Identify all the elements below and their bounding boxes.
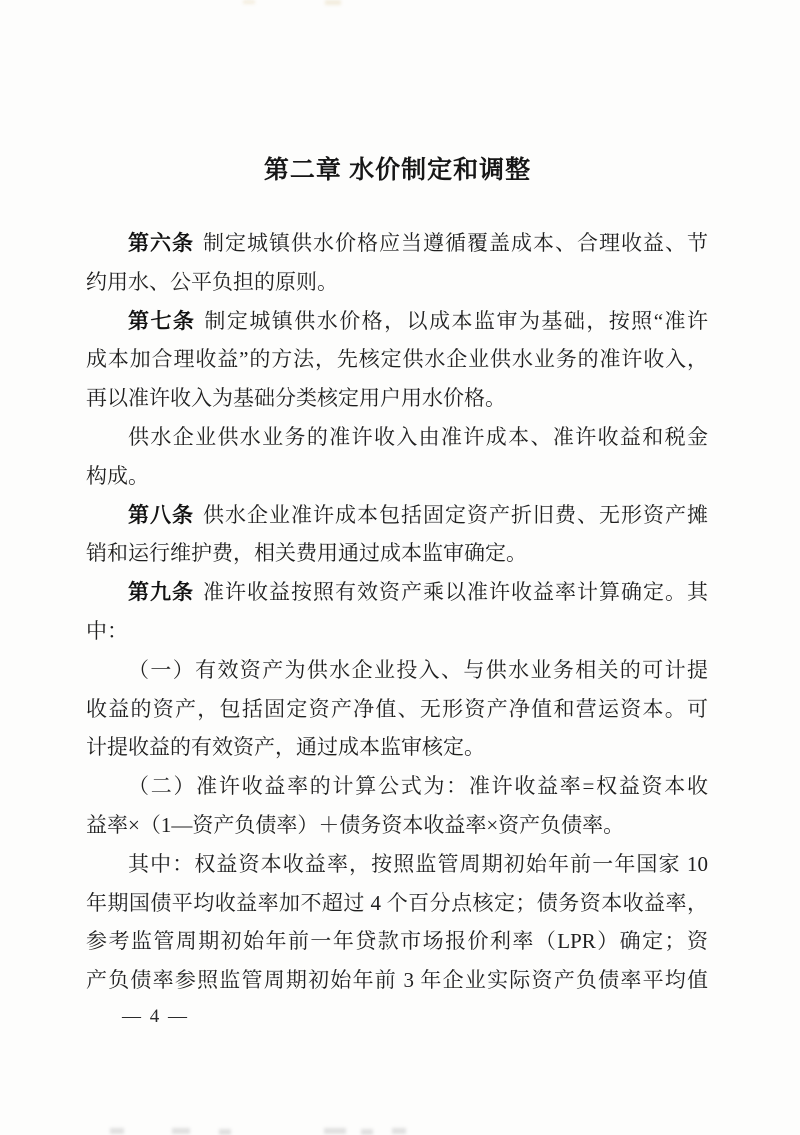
line-text: 供水企业供水业务的准许收入由准许成本、准许收益和税金 — [128, 424, 708, 449]
text-line — [86, 651, 708, 690]
line-text: 益率×（1—资产负债率）＋债务资本收益率×资产负债率。 — [86, 812, 625, 837]
line-text: 计提收益的有效资产，通过成本监审核定。 — [86, 735, 485, 760]
line-text: （一）有效资产为供水企业投入、与供水业务相关的可计提 — [128, 657, 708, 682]
text-line — [86, 418, 708, 457]
line-text: 约用水、公平负担的原则。 — [86, 269, 338, 294]
line-text: 产负债率参照监管周期初始年前 3 年企业实际资产负债率平均值 — [86, 968, 708, 993]
line-text: 供水企业准许成本包括固定资产折旧费、无形资产摊 — [203, 502, 708, 527]
text-line — [86, 884, 708, 923]
document-body — [86, 224, 708, 1000]
line-text: 成本加合理收益”的方法，先核定供水企业供水业务的准许收入， — [86, 347, 708, 372]
scan-smudge — [172, 1128, 190, 1134]
line-text: 制定城镇供水价格，以成本监审为基础，按照“准许 — [204, 308, 708, 333]
line-text: （二）准许收益率的计算公式为：准许收益率=权益资本收 — [128, 774, 708, 799]
line-text: 构成。 — [86, 463, 149, 488]
text-line — [86, 263, 708, 302]
scan-smudge — [110, 1128, 124, 1134]
line-text: 制定城镇供水价格应当遵循覆盖成本、合理收益、节 — [203, 231, 708, 255]
text-line — [86, 224, 708, 263]
chapter-title: 第二章 水价制定和调整 — [263, 157, 532, 184]
scan-smudge — [324, 1128, 346, 1134]
text-line — [86, 573, 708, 612]
text-line — [86, 534, 708, 573]
article-number-lead: 第六条 — [128, 231, 194, 255]
line-text: 年期国债平均收益率加不超过 4 个百分点核定；债务资本收益率， — [86, 890, 708, 915]
text-line — [86, 922, 708, 961]
line-text: 销和运行维护费，相关费用通过成本监审确定。 — [86, 541, 527, 566]
line-text: 收益的资产，包括固定资产净值、无形资产净值和营运资本。可 — [86, 696, 708, 721]
text-line — [86, 961, 708, 1000]
article-number-lead: 第九条 — [128, 580, 194, 605]
line-text: 准许收益按照有效资产乘以准许收益率计算确定。其 — [203, 580, 708, 605]
line-text: 参考监管周期初始年前一年贷款市场报价利率（LPR）确定；资 — [86, 929, 708, 954]
text-line — [86, 728, 708, 767]
text-line — [86, 767, 708, 806]
scan-smudge — [361, 1129, 373, 1135]
text-line — [86, 690, 708, 729]
line-text: 中： — [86, 618, 128, 643]
scan-smudge — [243, 0, 255, 4]
line-text: 再以准许收入为基础分类核定用户用水价格。 — [86, 386, 506, 411]
article-number-lead: 第七条 — [128, 308, 196, 333]
text-line — [86, 379, 708, 418]
article-number-lead: 第八条 — [128, 502, 194, 527]
scan-smudge — [325, 0, 341, 5]
text-line — [86, 496, 708, 535]
page-number: — 4 — — [122, 1006, 189, 1027]
text-line — [86, 340, 708, 379]
line-text: 其中：权益资本收益率，按照监管周期初始年前一年国家 10 — [128, 851, 708, 876]
text-line — [86, 302, 708, 341]
text-line — [86, 612, 708, 651]
text-line — [86, 457, 708, 496]
text-line — [86, 806, 708, 845]
scan-smudge — [392, 1128, 406, 1134]
text-line — [86, 845, 708, 884]
scan-smudge — [219, 1129, 231, 1135]
